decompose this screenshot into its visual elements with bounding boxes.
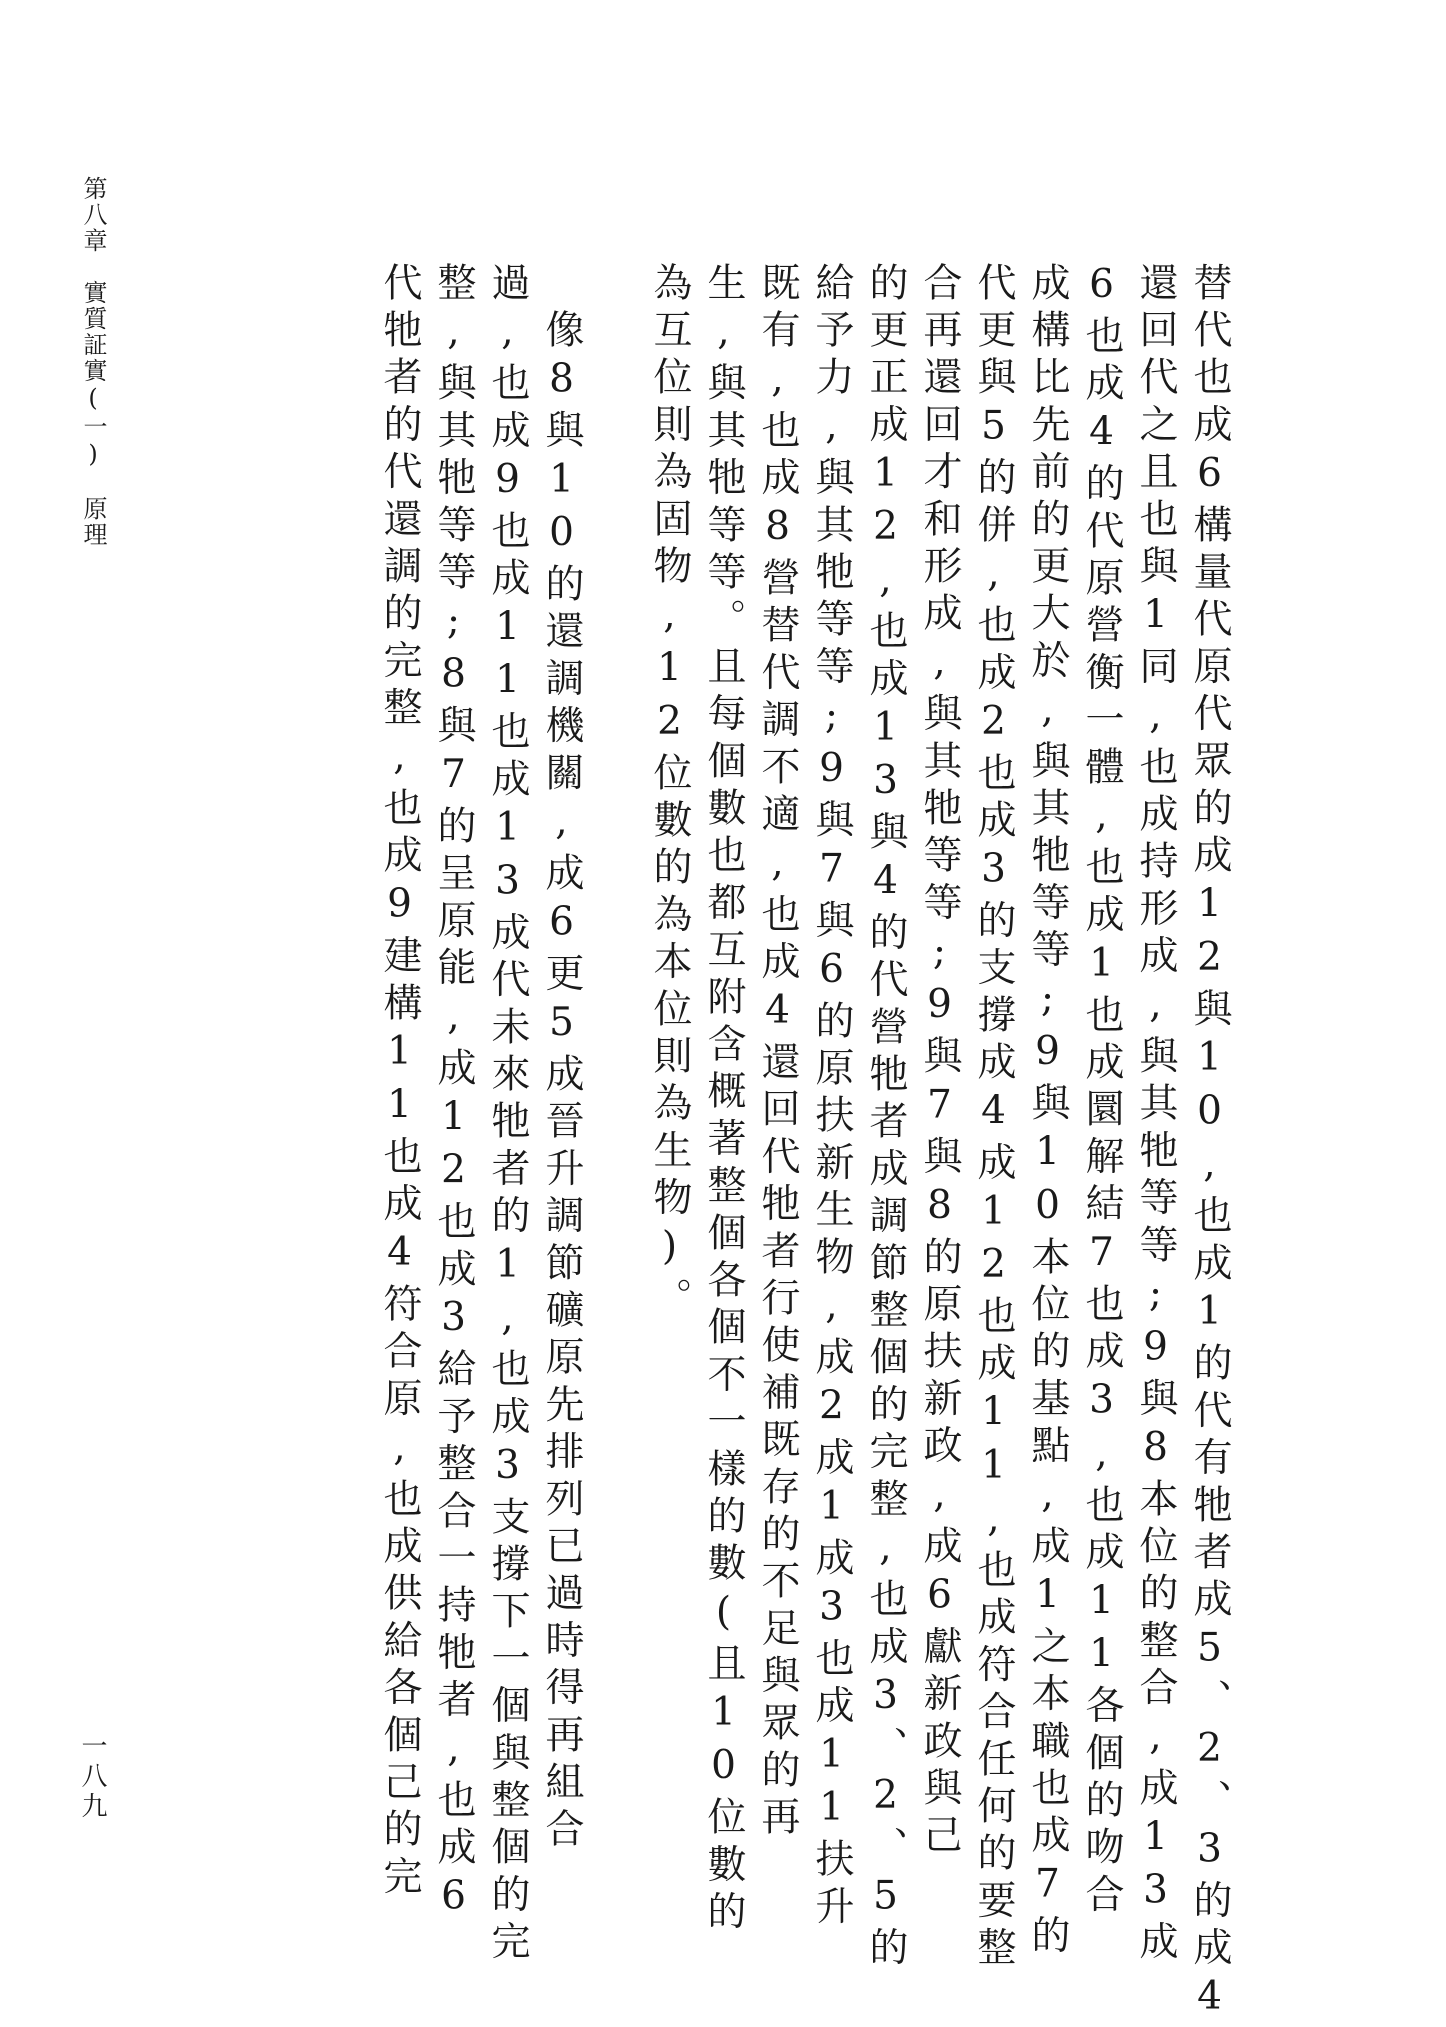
body-line-9: 既有,也成8營替代調不適,也成4還回代牠者行使補既存的不足與眾的再 <box>755 262 800 1844</box>
body-line-11: 為互位則為固物,12位數的為本位則為生物)。 <box>647 262 692 1325</box>
running-head: 第八章 實質証實(一) 原理 <box>79 176 107 548</box>
body-line-12: 像8與10的還調機關,成6更5成晉升調節礦原先排列已過時得再組合 <box>539 262 584 1856</box>
body-line-2: 還回代之且也與1同,也成持形成,與其牠等等;9與8本位的整合,成13成 <box>1133 262 1178 1968</box>
body-line-15: 代牠者的代還調的完整,也成9建構11也成4符合原,也成供給各個己的完 <box>377 262 422 1903</box>
body-line-13: 過,也成9也成11也成13成代未來牠者的1,也成3支撐下一個與整個的完 <box>485 262 530 1968</box>
body-line-8: 給予力,與其牠等等;9與7與6的原扶新生物,成2成1成3也成11扶升 <box>809 262 854 1933</box>
body-line-6: 合再還回才和形成,與其牠等等;9與7與8的原扶新政,成6獻新政與己 <box>917 262 962 1862</box>
body-line-10: 生,與其牠等等。且每個數也都互附含概著整個各個不一樣的數(且10位數的 <box>701 262 746 1938</box>
body-line-1: 替代也成6構量代原代眾的成12與10,也成1的代有牠者成5、2、3的成4 <box>1187 262 1232 2027</box>
page-number: 一八九 <box>77 1732 107 1822</box>
body-line-14: 整,與其牠等等;8與7的呈原能,成12也成3給予整合一持牠者,也成6 <box>431 262 476 1927</box>
body-line-4: 成構比先前的更大於,與其牠等等;9與10本位的基點,成1之本職也成7的 <box>1025 262 1070 1962</box>
body-line-3: 6也成4的代原營衡一體,也成1也成圜解結7也成3,也成11各個的吻合 <box>1079 262 1124 1921</box>
body-line-5: 代更與5的併,也成2也成3的支撐成4成12也成11,也成符合任何的要整 <box>971 262 1016 1974</box>
body-line-7: 的更正成12,也成13與4的代營牠者成調節整個的完整,也成3、2、5的 <box>863 262 908 1974</box>
